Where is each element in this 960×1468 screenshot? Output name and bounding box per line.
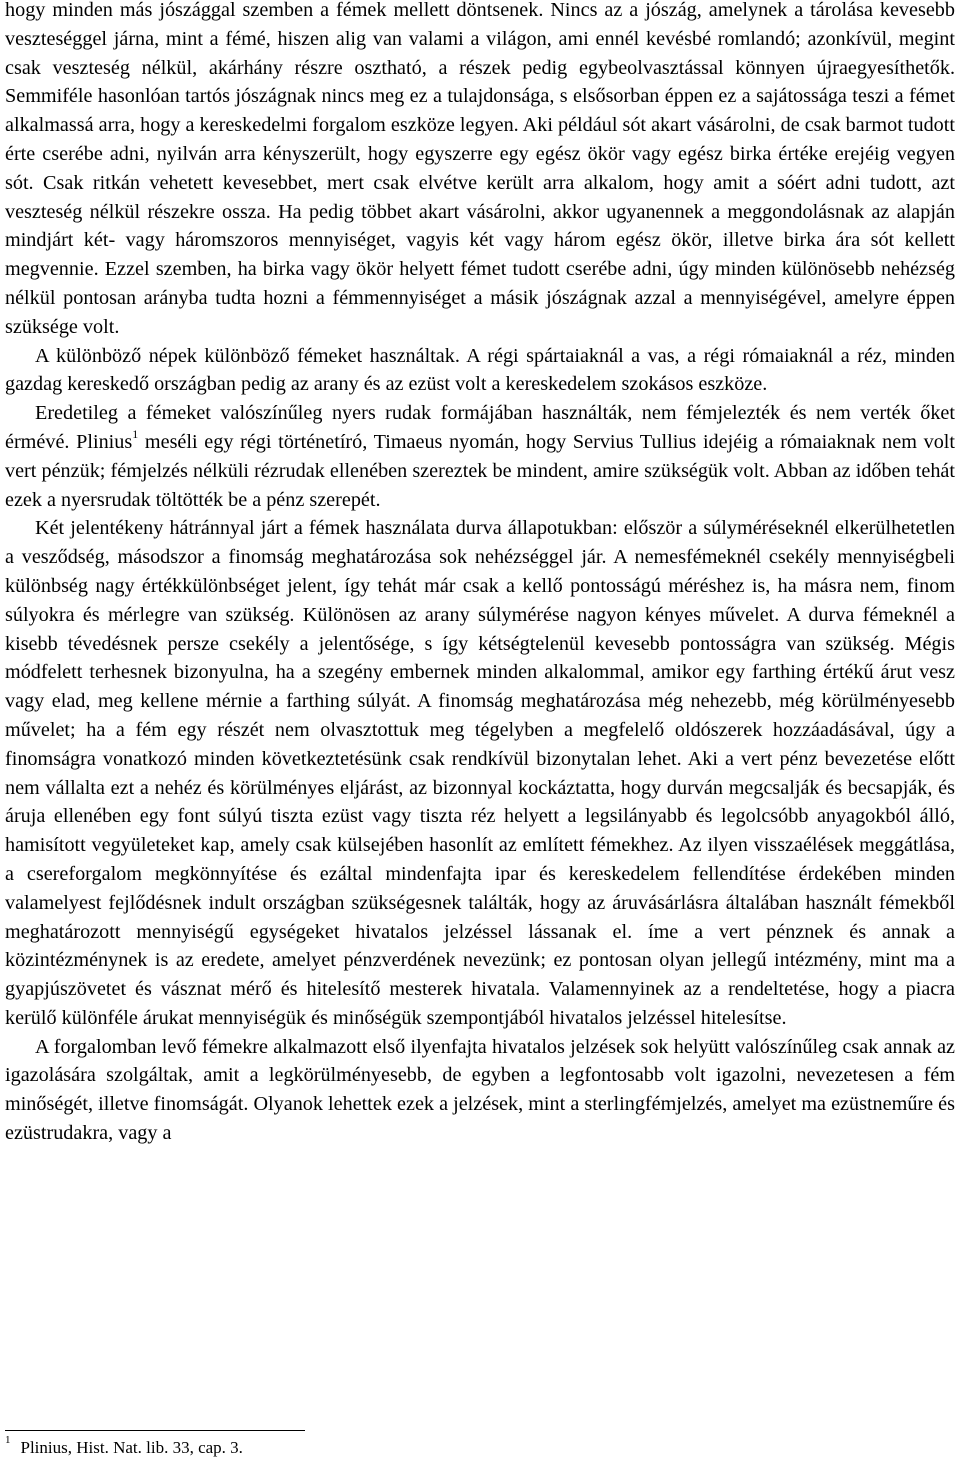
paragraph-4: Két jelentékeny hátránnyal járt a fémek használata durva állapotukban: először a súlyméréseknél elkerülhetetlen a vesződség, másodszor a finomság meghatározása sok nehézséggel jár. A nemesfémeknél csekély mennyiségbeli különbség nagy értékkülönbséget jelent, így tehát már csak a kellő pontosságú méréshez is, ha másra nem, finom súlyokra és mérlegre van szükség. Különösen az arany súlymérése nagyon kényes művelet. A durva fémeknél a kisebb tévedésnek persze csekély a jelentősége, s így kétségtelenül kevesebb pontosságra van szükség. Mégis módfelett terhesnek bizonyulna, ha a szegény embernek minden alkalommal, amikor egy farthing értékű árut vesz vagy elad, meg kellene mérnie a farthing súlyát. A finomság meghatározása még nehezebb, még körülményesebb művelet; ha a fém egy részét nem olvasztottuk meg tégelyben a megfelelő oldószerek hozzáadásával, úgy a finomságra vonatkozó minden következtetésünk csak rendkívül bizonytalan lehet. Aki a vert pénz bevezetése előtt nem vállalta ezt a nehéz és körülményes eljárást, az bizonnyal kockáztatta, hogy durván megcsalják és becsapják, és áruja ellenében egy font súlyú tiszta ezüst vagy tiszta réz helyett a legsilányabb és legolcsóbb anyagokból álló, hamisított vegyületeket kap, amely csak külsejében hasonlít az említett fémekhez. Az ilyen visszaélések meggátlása, a csereforgalom megkönnyítése és ezáltal mindenfajta ipar és kereskedelem fellendítése érdekében minden valamelyest fejlődésnek indult országban szükségesnek találták, hogy az áruvásárlásra általában használt fémekből meghatározott mennyiségű egységeket hivatalos jelzéssel lássanak el. íme a vert pénznek és annak a közintézménynek is az eredete, amelyet pénzverdének nevezünk; ez pontosan olyan jellegű intézmény, mint ma a gyapjúszövetet és vásznat mérő és hitelesítő mesterek hivatala. Valamennyinek az a rendeltetése, hogy a piacra kerülő különféle árukat mennyiségük és minőségük szempontjából hivatalos jelzéssel hitelesítse. <box>5 517 955 1029</box>
footnote-divider <box>5 1430 305 1431</box>
document-page <box>5 0 955 1148</box>
footnote-reference[interactable]: 1 <box>132 427 139 442</box>
paragraph-2: A különböző népek különböző fémeket használtak. A régi spártaiaknál a vas, a régi rómaiaknál a réz, minden gazdag kereskedő országban pedig az arany és az ezüst volt a kereskedelem szokásos eszköze. <box>5 344 955 396</box>
footnote-number: 1 <box>5 1434 11 1447</box>
paragraph-3 <box>5 399 955 514</box>
footnote-text: Plinius, Hist. Nat. lib. 33, cap. 3. <box>20 1438 243 1457</box>
footnote <box>5 1434 243 1459</box>
paragraph-5: A forgalomban levő fémekre alkalmazott első ilyenfajta hivatalos jelzések sok helyütt valószínűleg csak annak az igazolására szolgáltak, amit a legkörülményesebb, de egyben a legfontosabb volt igazolni, nevezetesen a fém minőségét, illetve finomságát. Olyanok lehettek ezek a jelzések, mint a sterlingfémjelzés, amelyet ma ezüstneműre és ezüstrudakra, vagy a <box>5 1035 955 1145</box>
paragraph-3-part-2: meséli egy régi történetíró, Timaeus nyomán, hogy Servius Tullius idejéig a rómaiaknak nem volt vert pénzük; fémjelzés nélküli rézrudak ellenében szereztek be mindent, amire szükségük volt. Abban az időben tehát ezek a nyersrudak töltötték be a pénz szerepét. <box>5 430 956 511</box>
paragraph-1: hogy minden más jószággal szemben a fémek mellett döntsenek. Nincs az a jószág, amelynek a tárolása kevesebb veszteséggel járna, mint a fémé, hiszen alig van valami a világon, ami ennél kevésbé romlandó; azonkívül, megint csak veszteség nélkül, akárhány részre osztható, a részek pedig egybeolvasztással könnyen újraegyesíthetők. Semmiféle hasonlóan tartós jószágnak nincs meg ez a tulajdonsága, s elsősorban éppen ez a sajátossága teszi a fémet alkalmassá arra, hogy a kereskedelmi forgalom eszköze legyen. Aki például sót akart vásárolni, de csak barmot tudott érte cserébe adni, nyilván arra kényszerült, hogy egyszerre egy egész ökör vagy egész birka értéke erejéig vegyen sót. Csak ritkán vehetett kevesebbet, mert csak elvétve került arra alkalom, hogy amit a sóért adni tudott, azt veszteség nélkül részekre ossza. Ha pedig többet akart vásárolni, akkor ugyanennek a meggondolásnak az alapján mindjárt két- vagy háromszoros mennyiséget, vagyis két vagy három egész ökör, illetve birka ára sót kellett megvennie. Ezzel szemben, ha birka vagy ökör helyett fémet tudott cserébe adni, úgy minden különösebb nehézség nélkül pontosan arányba tudta hozni a fémmennyiséget a másik jószágnak azzal a mennyiségével, amelyre éppen szüksége volt. <box>5 0 955 338</box>
paragraph-3-part-1: Eredetileg a fémeket valószínűleg nyers rudak formájában használták, nem fémjelezték és nem verték őket érmévé. Plinius <box>5 402 955 453</box>
